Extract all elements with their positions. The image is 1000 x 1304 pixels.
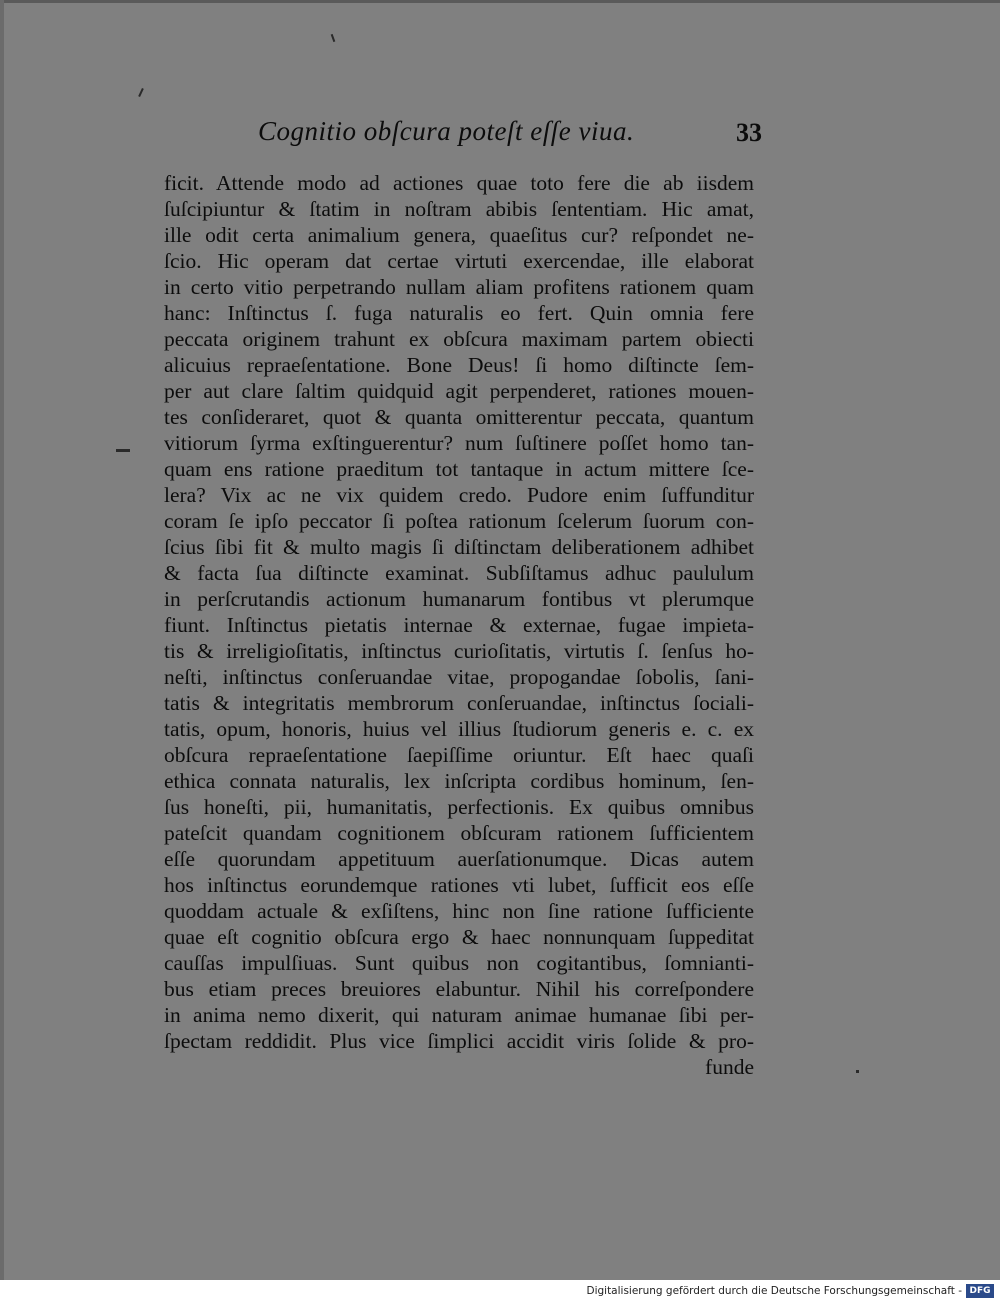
text-line: ſus honeſti, pii, humanitatis, perfectionis. Ex quibus omnibus (164, 795, 754, 819)
text-line: quam ens ratione praeditum tot tantaque in actum mittere ſce- (164, 457, 754, 481)
text-line: per aut clare ſaltim quidquid agit perpenderet, rationes mouen- (164, 379, 754, 403)
text-line: coram ſe ipſo peccator ſi poſtea rationum ſcelerum ſuorum con- (164, 509, 754, 533)
dfg-logo: DFG (966, 1284, 994, 1298)
text-line: hanc: Inſtinctus ſ. fuga naturalis eo fert. Quin omnia fere (164, 301, 754, 325)
text-line: in certo vitio perpetrando nullam aliam profitens rationem quam (164, 275, 754, 299)
text-line: pateſcit quandam cognitionem obſcuram rationem ſufficientem (164, 821, 754, 845)
text-line: & facta ſua diſtincte examinat. Subſiſtamus adhuc paululum (164, 561, 754, 585)
text-line: ille odit certa animalium genera, quaeſitus cur? reſpondet ne- (164, 223, 754, 247)
text-line: tis & irreligioſitatis, inſtinctus curioſitatis, virtutis ſ. ſenſus ho- (164, 639, 754, 663)
margin-speck (856, 1070, 859, 1073)
text-line: vitiorum ſyrma exſtinguerentur? num ſuſtinere poſſet homo tan- (164, 431, 754, 455)
text-line: peccata originem trahunt ex obſcura maximam partem obiecti (164, 327, 754, 351)
page-top-edge (0, 0, 1000, 3)
text-line: ſcio. Hic operam dat certae virtuti exercendae, ille elaborat (164, 249, 754, 273)
text-line: ſcius ſibi fit & multo magis ſi diſtinctam deliberationem adhibet (164, 535, 754, 559)
running-title: Cognitio obſcura poteſt eſſe viua. (258, 116, 635, 146)
text-line: ſuſcipiuntur & ſtatim in noſtram abibis ſententiam. Hic amat, (164, 197, 754, 221)
text-line: lera? Vix ac ne vix quidem credo. Pudore enim ſuffunditur (164, 483, 754, 507)
margin-speck (138, 88, 144, 97)
footer-bar (0, 1280, 1000, 1304)
text-line: tatis, opum, honoris, huius vel illius ſtudiorum generis e. c. ex (164, 717, 754, 741)
text-line: alicuius repraeſentatione. Bone Deus! ſi homo diſtincte ſem- (164, 353, 754, 377)
text-line: fiunt. Inſtinctus pietatis internae & externae, fugae impieta- (164, 613, 754, 637)
text-line: obſcura repraeſentatione ſaepiſſime oriuntur. Eſt haec quaſi (164, 743, 754, 767)
text-line: ethica connata naturalis, lex inſcripta cordibus hominum, ſen- (164, 769, 754, 793)
text-line: quae eſt cognitio obſcura ergo & haec nonnunquam ſuppeditat (164, 925, 754, 949)
text-line: eſſe quorundam appetituum auerſationumque. Dicas autem (164, 847, 754, 871)
margin-speck (116, 449, 130, 452)
text-line: tes conſideraret, quot & quanta omitterentur peccata, quantum (164, 405, 754, 429)
margin-speck (331, 34, 336, 42)
page-number: 33 (736, 118, 762, 147)
catchword: funde (705, 1055, 754, 1079)
text-line: cauſſas impulſiuas. Sunt quibus non cogitantibus, ſomnianti- (164, 951, 754, 975)
text-line: hos inſtinctus eorundemque rationes vti lubet, ſufficit eos eſſe (164, 873, 754, 897)
text-line: neſti, inſtinctus conſeruandae vitae, propogandae ſobolis, ſani- (164, 665, 754, 689)
text-line: ſpectam reddidit. Plus vice ſimplici accidit viris ſolide & pro- (164, 1029, 754, 1053)
text-line: in anima nemo dixerit, qui naturam animae humanae ſibi per- (164, 1003, 754, 1027)
page-left-edge (0, 0, 4, 1280)
text-line: bus etiam preces breuiores elabuntur. Nihil his correſpondere (164, 977, 754, 1001)
text-line: in perſcrutandis actionum humanarum fontibus vt plerumque (164, 587, 754, 611)
text-line: tatis & integritatis membrorum conſeruandae, inſtinctus ſociali- (164, 691, 754, 715)
funding-credit: Digitalisierung gefördert durch die Deutsche Forschungsgemeinschaft - (586, 1285, 962, 1297)
page-header (240, 114, 770, 154)
text-line: quoddam actuale & exſiſtens, hinc non ſine ratione ſufficiente (164, 899, 754, 923)
body-text (164, 170, 754, 1080)
text-line: ficit. Attende modo ad actiones quae toto fere die ab iisdem (164, 171, 754, 195)
